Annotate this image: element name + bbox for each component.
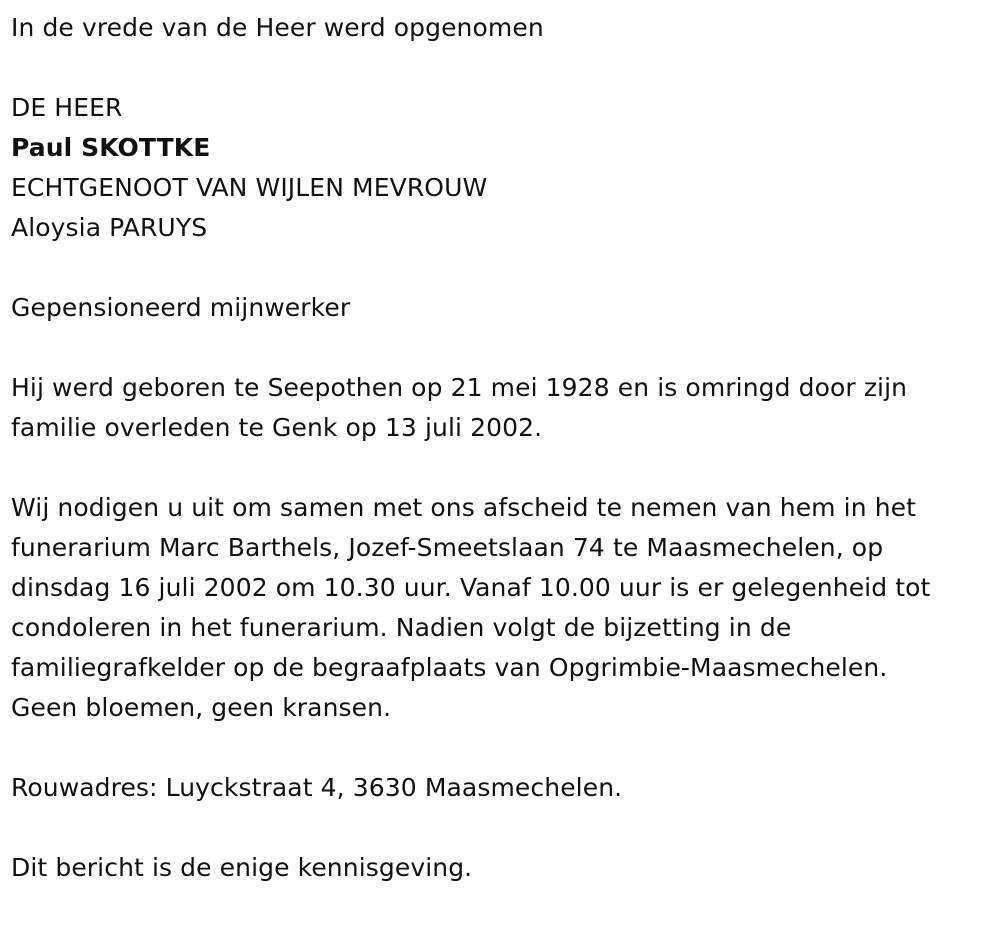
paragraph-line: dinsdag 16 juli 2002 om 10.30 uur. Vanaf 10.00 uur is er gelegenheid tot [11,573,931,602]
paragraph-line: funerarium Marc Barthels, Jozef-Smeetslaan 74 te Maasmechelen, op [11,533,884,562]
paragraph-line: Wij nodigen u uit om samen met ons afscheid te nemen van hem in het [11,493,917,522]
paragraph-line: familie overleden te Genk op 13 juli 2002. [11,413,543,442]
invitation-paragraph [11,488,988,728]
paragraph-line: condoleren in het funerarium. Nadien volgt de bijzetting in de [11,613,792,642]
deceased-name: Paul SKOTTKE [11,133,211,162]
occupation: Gepensioneerd mijnwerker [11,293,351,322]
mourning-address: Rouwadres: Luyckstraat 4, 3630 Maasmechelen. [11,773,623,802]
paragraph-line: Hij werd geboren te Seepothen op 21 mei 1928 en is omringd door zijn [11,373,908,402]
intro-line: In de vrede van de Heer werd opgenomen [11,13,544,42]
birth-death-paragraph [11,368,988,448]
spouse-name: Aloysia PARUYS [11,213,208,242]
closing-line: Dit bericht is de enige kennisgeving. [11,853,473,882]
paragraph-line: Geen bloemen, geen kransen. [11,693,392,722]
honorific: DE HEER [11,93,123,122]
spouse-title: ECHTGENOOT VAN WIJLEN MEVROUW [11,173,488,202]
paragraph-line: familiegrafkelder op de begraafplaats van Opgrimbie-Maasmechelen. [11,653,888,682]
